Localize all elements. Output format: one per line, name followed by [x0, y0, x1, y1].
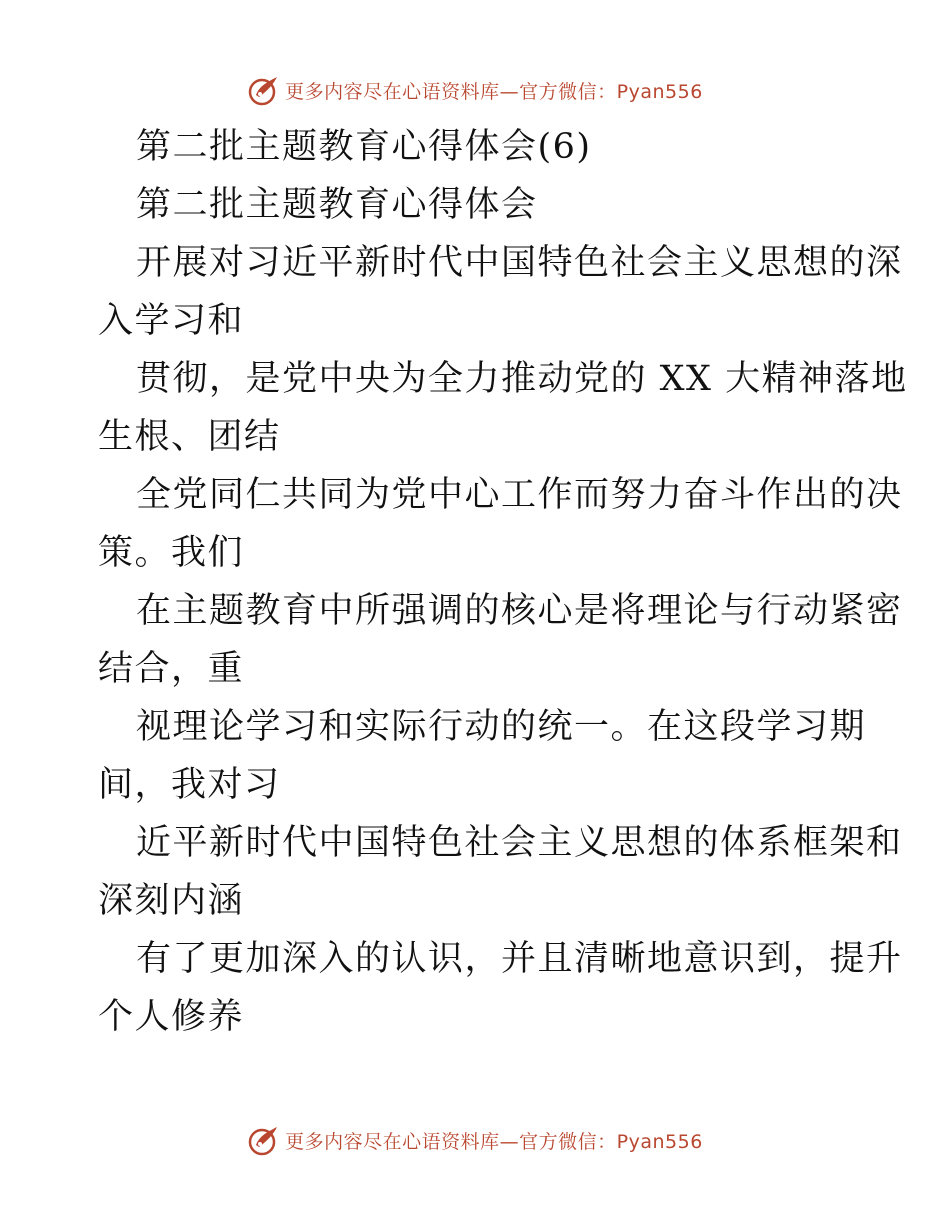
- document-body: [98, 118, 908, 1046]
- footer-banner-text: 更多内容尽在心语资料库—官方微信：Pyan556: [285, 1130, 703, 1153]
- pen-nib-logo-icon: [247, 73, 281, 107]
- header-banner-text: 更多内容尽在心语资料库—官方微信：Pyan556: [285, 80, 703, 103]
- paragraph-line: 策。我们: [98, 533, 245, 573]
- header-banner: [0, 70, 950, 110]
- paragraph-line: 在主题教育中所强调的核心是将理论与行动紧密: [136, 591, 903, 631]
- pen-nib-logo-icon: [247, 1123, 281, 1157]
- paragraph-line: 深刻内涵: [98, 881, 245, 921]
- paragraph-line: 开展对习近平新时代中国特色社会主义思想的深: [136, 243, 903, 283]
- paragraph-line: 个人修养: [98, 997, 245, 1037]
- paragraph-line: 视理论学习和实际行动的统一。在这段学习期: [136, 707, 867, 747]
- paragraph-line: 近平新时代中国特色社会主义思想的体系框架和: [136, 823, 903, 863]
- paragraph-line: 入学习和: [98, 301, 245, 341]
- paragraph-line: 结合，重: [98, 649, 245, 689]
- paragraph-line: 全党同仁共同为党中心工作而努力奋斗作出的决: [136, 475, 903, 515]
- footer-banner: [0, 1120, 950, 1160]
- paragraph-line: 贯彻，是党中央为全力推动党的 XX 大精神落地: [136, 359, 908, 399]
- paragraph-line: 间，我对习: [98, 765, 281, 805]
- paragraph-line: 生根、团结: [98, 417, 281, 457]
- document-subtitle: 第二批主题教育心得体会: [136, 185, 538, 225]
- document-title: 第二批主题教育心得体会(6): [136, 127, 592, 167]
- paragraph-line: 有了更加深入的认识，并且清晰地意识到，提升: [136, 939, 903, 979]
